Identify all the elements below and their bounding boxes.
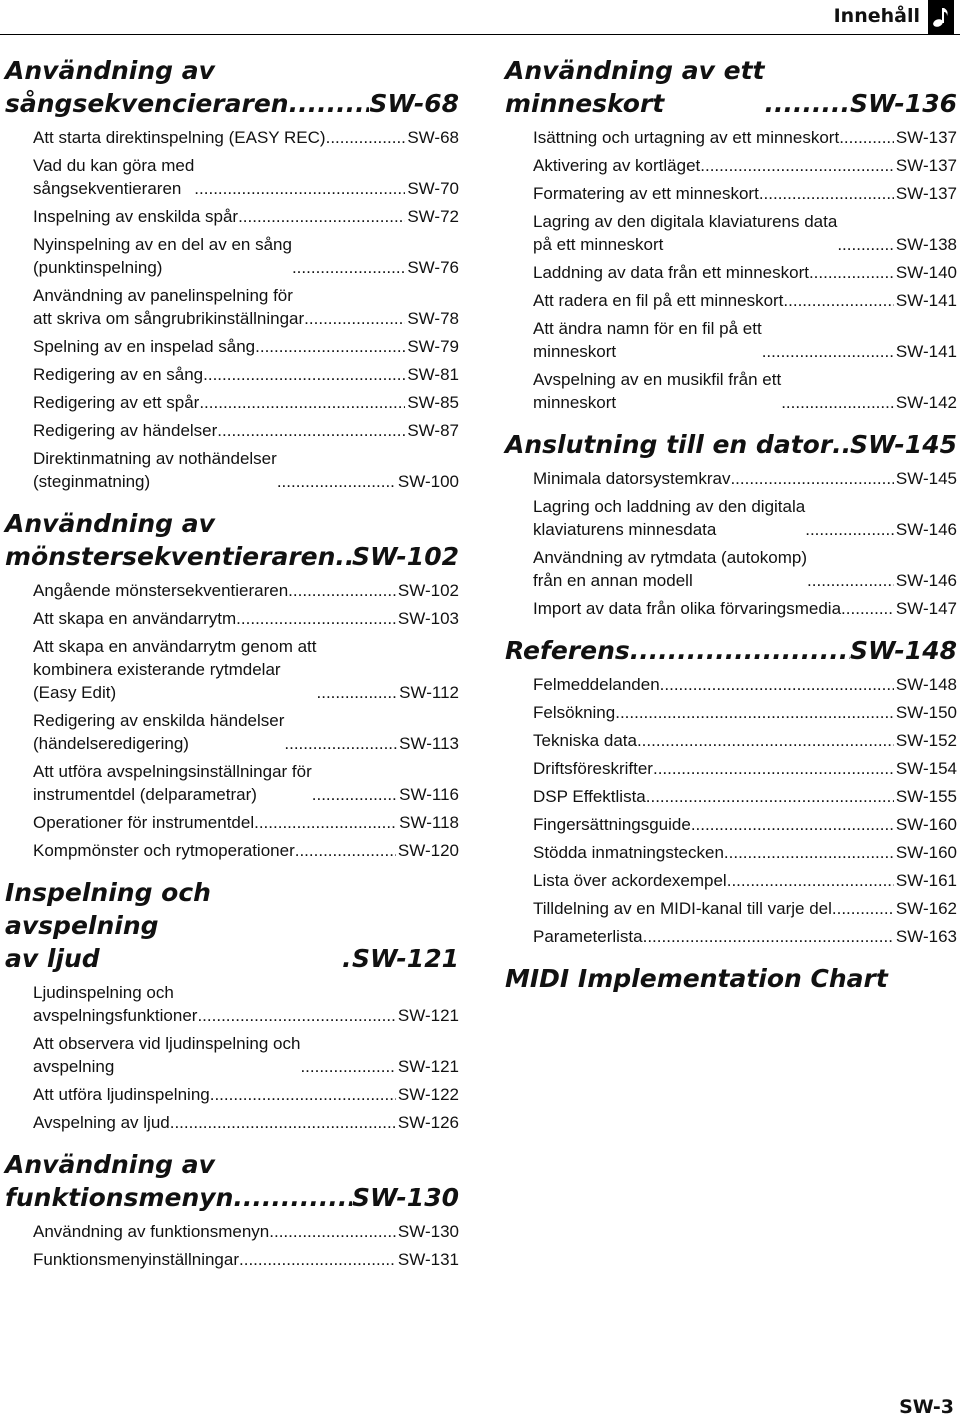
dot-leader: [210, 1083, 396, 1106]
dot-leader: [839, 126, 894, 149]
entry-page: SW-163: [895, 927, 957, 946]
dot-leader: [832, 428, 850, 461]
dot-leader: [289, 87, 370, 120]
entry-title: Import av data från olika förvaringsmedia: [533, 599, 842, 618]
toc-right-column: [505, 54, 957, 1009]
entry-page: SW-140: [895, 263, 957, 282]
entry-title: Funktionsmenyinställningar: [33, 1250, 239, 1269]
section-heading: [5, 54, 459, 120]
entry-title: Att utföra avspelningsinställningar för instrumentdel (delparametrar): [33, 762, 312, 804]
dot-leader: [783, 289, 893, 312]
entry-page: SW-160: [895, 815, 957, 834]
section-heading: [5, 876, 459, 975]
section-page: SW-121: [351, 944, 459, 973]
dot-leader: [841, 597, 894, 620]
toc-section: [505, 428, 957, 620]
entry-title: Felmeddelanden: [533, 675, 660, 694]
page-number: SW-3: [899, 1396, 954, 1418]
entry-title: Formatering av ett minneskort: [533, 184, 759, 203]
dot-leader: [199, 391, 405, 414]
toc-entry: [533, 673, 957, 696]
dot-leader: [197, 1004, 395, 1027]
dot-leader: [643, 925, 894, 948]
toc-entry: [33, 1032, 459, 1078]
toc-section: [505, 634, 957, 948]
section-heading: [505, 962, 957, 995]
entry-page: SW-81: [407, 365, 459, 384]
toc-entry: [33, 579, 459, 602]
toc-entry: [533, 785, 957, 808]
entry-title: Felsökning: [533, 703, 616, 722]
toc-entry: [533, 925, 957, 948]
toc-entry: [33, 205, 459, 228]
dot-leader: [700, 154, 894, 177]
entry-list: [533, 673, 957, 948]
entry-list: [533, 126, 957, 414]
entry-page: SW-100: [397, 472, 459, 491]
entry-title: Spelning av en inspelad sång: [33, 337, 256, 356]
toc-entry: [533, 546, 957, 592]
entry-title: Parameterlista: [533, 927, 643, 946]
section-page: SW-130: [351, 1183, 459, 1212]
section-heading: [5, 507, 459, 573]
entry-list: [33, 126, 459, 493]
dot-leader: [217, 419, 405, 442]
dot-leader: [342, 942, 352, 975]
entry-page: SW-145: [895, 469, 957, 488]
dot-leader: [194, 177, 405, 200]
dot-leader: [637, 729, 894, 752]
entry-list: [33, 579, 459, 862]
toc-entry: [533, 368, 957, 414]
entry-page: SW-121: [397, 1006, 459, 1025]
entry-title: Att observera vid ljudinspelning och avspelning: [33, 1034, 301, 1076]
entry-page: SW-150: [895, 703, 957, 722]
section-heading: [505, 428, 957, 461]
entry-title: Redigering av enskilda händelser (händelseredigering): [33, 711, 285, 753]
entry-page: SW-78: [407, 309, 459, 328]
entry-page: SW-141: [895, 291, 957, 310]
dot-leader: [304, 307, 405, 330]
entry-page: SW-137: [895, 128, 957, 147]
toc-entry: [33, 709, 459, 755]
toc-section: [5, 876, 459, 1134]
entry-title: Isättning och urtagning av ett minneskort: [533, 128, 840, 147]
toc-entry: [533, 897, 957, 920]
toc-entry: [33, 126, 459, 149]
dot-leader: [335, 540, 352, 573]
entry-page: SW-79: [407, 337, 459, 356]
entry-page: SW-70: [407, 179, 459, 198]
toc-section: [505, 54, 957, 414]
entry-page: SW-152: [895, 731, 957, 750]
entry-page: SW-72: [407, 207, 459, 226]
toc-entry: [33, 233, 459, 279]
dot-leader: [170, 1111, 396, 1134]
entry-title: Redigering av en sång: [33, 365, 204, 384]
toc-entry: [33, 635, 459, 704]
entry-title: Att skapa en användarrytm: [33, 609, 237, 628]
entry-title: Användning av funktionsmenyn: [33, 1222, 270, 1241]
entry-page: SW-141: [895, 342, 957, 361]
toc-entry: [533, 495, 957, 541]
entry-page: SW-142: [895, 393, 957, 412]
dot-leader: [238, 205, 405, 228]
entry-title: Laddning av data från ett minneskort: [533, 263, 809, 282]
dot-leader: [236, 607, 396, 630]
entry-title: Nyinspelning av en del av en sång (punktinspelning): [33, 235, 292, 277]
entry-title: Driftsföreskrifter: [533, 759, 653, 778]
dot-leader: [653, 757, 894, 780]
toc-entry: [33, 419, 459, 442]
dot-leader: [805, 518, 894, 541]
entry-title: Stödda inmatningstecken: [533, 843, 724, 862]
section-page: SW-136: [849, 89, 957, 118]
entry-title: Direktinmatning av nothändelser (steginmatning): [33, 449, 277, 491]
entry-title: Avspelning av en musikfil från ett minneskort: [533, 370, 782, 412]
entry-page: SW-113: [399, 734, 459, 753]
dot-leader: [300, 1055, 395, 1078]
dot-leader: [660, 673, 894, 696]
toc-entry: [533, 210, 957, 256]
toc-entry: [533, 467, 957, 490]
entry-page: SW-103: [397, 609, 459, 628]
toc-entry: [533, 289, 957, 312]
toc-entry: [33, 363, 459, 386]
section-title: Referens: [505, 636, 630, 665]
toc-entry: [533, 182, 957, 205]
section-page: SW-102: [351, 542, 459, 571]
dot-leader: [762, 340, 894, 363]
entry-title: Användning av panelinspelning för att skriva om sångrubrikinställningar: [33, 286, 305, 328]
dot-leader: [277, 470, 396, 493]
entry-page: SW-146: [895, 571, 957, 590]
toc-entry: [33, 760, 459, 806]
toc-entry: [33, 839, 459, 862]
toc-entry: [533, 729, 957, 752]
toc-entry: [33, 1220, 459, 1243]
page-header: [0, 0, 960, 35]
entry-title: Avspelning av ljud: [33, 1113, 170, 1132]
toc-entry: [33, 1083, 459, 1106]
entry-page: SW-146: [895, 520, 957, 539]
toc-entry: [533, 813, 957, 836]
dot-leader: [284, 732, 397, 755]
entry-page: SW-148: [895, 675, 957, 694]
entry-title: Att radera en fil på ett minneskort: [533, 291, 784, 310]
entry-page: SW-116: [399, 785, 459, 804]
entry-page: SW-160: [895, 843, 957, 862]
entry-title: Redigering av händelser: [33, 421, 218, 440]
toc-entry: [33, 154, 459, 200]
dot-leader: [646, 785, 894, 808]
toc-entry: [533, 869, 957, 892]
dot-leader: [759, 182, 894, 205]
dot-leader: [727, 869, 894, 892]
entry-title: Lagring av den digitala klaviaturens data på ett minneskort: [533, 212, 838, 254]
entry-title: Fingersättningsguide: [533, 815, 691, 834]
toc-entry: [33, 1248, 459, 1271]
toc-entry: [33, 447, 459, 493]
entry-title: Tekniska data: [533, 731, 637, 750]
entry-title: Redigering av ett spår: [33, 393, 200, 412]
section-title: Användning av funktionsmenyn: [5, 1150, 234, 1212]
section-page: SW-145: [849, 430, 957, 459]
entry-page: SW-68: [407, 128, 459, 147]
entry-title: Lista över ackordexempel: [533, 871, 727, 890]
toc-entry: [533, 154, 957, 177]
entry-title: Aktivering av kortläget: [533, 156, 701, 175]
entry-title: Ljudinspelning och avspelningsfunktioner: [33, 983, 198, 1025]
dot-leader: [295, 839, 396, 862]
entry-title: Kompmönster och rytmoperationer: [33, 841, 295, 860]
section-title: Användning av mönstersekventieraren: [5, 509, 336, 571]
toc-entry: [33, 811, 459, 834]
dot-leader: [312, 783, 397, 806]
entry-title: Inspelning av enskilda spår: [33, 207, 239, 226]
entry-title: Minimala datorsystemkrav: [533, 469, 731, 488]
toc-entry: [533, 757, 957, 780]
entry-title: Lagring och laddning av den digitala klaviaturens minnesdata: [533, 497, 806, 539]
section-page: SW-148: [849, 636, 957, 665]
section-heading: [505, 54, 957, 120]
toc-entry: [33, 981, 459, 1027]
entry-page: SW-112: [399, 683, 459, 702]
section-title: Inspelning och avspelning av ljud: [5, 878, 211, 973]
entry-page: SW-162: [895, 899, 957, 918]
music-note-icon: [928, 0, 954, 34]
toc-entry: [33, 607, 459, 630]
entry-title: Att utföra ljudinspelning: [33, 1085, 210, 1104]
entry-page: SW-85: [407, 393, 459, 412]
entry-page: SW-120: [397, 841, 459, 860]
dot-leader: [233, 1181, 352, 1214]
entry-title: Vad du kan göra med sångsekventieraren: [33, 156, 195, 198]
entry-page: SW-102: [397, 581, 459, 600]
dot-leader: [255, 335, 405, 358]
dot-leader: [781, 391, 894, 414]
entry-page: SW-147: [895, 599, 957, 618]
section-title: Användning av sångsekvencieraren: [5, 56, 289, 118]
entry-list: [33, 1220, 459, 1271]
dot-leader: [326, 126, 406, 149]
entry-page: SW-76: [407, 258, 459, 277]
section-page: SW-68: [369, 89, 459, 118]
entry-title: Att starta direktinspelning (EASY REC): [33, 128, 326, 147]
entry-page: SW-137: [895, 184, 957, 203]
section-title: MIDI Implementation Chart: [505, 964, 888, 993]
toc-entry: [533, 841, 957, 864]
entry-list: [33, 981, 459, 1134]
toc-section: [5, 1148, 459, 1271]
dot-leader: [317, 681, 398, 704]
dot-leader: [630, 634, 850, 667]
toc-entry: [533, 317, 957, 363]
toc-entry: [533, 597, 957, 620]
entry-title: Användning av rytmdata (autokomp) från en annan modell: [533, 548, 808, 590]
dot-leader: [269, 1220, 396, 1243]
section-title: Användning av ett minneskort: [505, 56, 765, 118]
entry-page: SW-155: [895, 787, 957, 806]
section-heading: [505, 634, 957, 667]
dot-leader: [691, 813, 894, 836]
entry-page: SW-130: [397, 1222, 459, 1241]
header-title: Innehåll: [833, 5, 920, 27]
toc-section: [505, 962, 957, 995]
entry-title: Angående mönstersekventieraren: [33, 581, 289, 600]
entry-page: SW-138: [895, 235, 957, 254]
toc-section: [5, 507, 459, 862]
section-title: Anslutning till en dator: [505, 430, 833, 459]
entry-title: Tilldelning av en MIDI-kanal till varje del: [533, 899, 832, 918]
entry-title: Operationer för instrumentdel: [33, 813, 255, 832]
dot-leader: [807, 569, 894, 592]
toc-entry: [33, 284, 459, 330]
entry-page: SW-122: [397, 1085, 459, 1104]
dot-leader: [837, 233, 894, 256]
entry-page: SW-118: [399, 813, 459, 832]
toc-entry: [533, 261, 957, 284]
dot-leader: [765, 87, 850, 120]
toc-entry: [33, 1111, 459, 1134]
entry-title: Att ändra namn för en fil på ett minneskort: [533, 319, 762, 361]
dot-leader: [239, 1248, 396, 1271]
section-heading: [5, 1148, 459, 1214]
entry-page: SW-131: [397, 1250, 459, 1269]
entry-page: SW-126: [397, 1113, 459, 1132]
entry-title: DSP Effektlista: [533, 787, 646, 806]
dot-leader: [724, 841, 894, 864]
toc-entry: [533, 126, 957, 149]
entry-page: SW-121: [397, 1057, 459, 1076]
toc-left-column: [5, 54, 459, 1285]
dot-leader: [292, 256, 405, 279]
toc-section: [5, 54, 459, 493]
entry-page: SW-137: [895, 156, 957, 175]
dot-leader: [730, 467, 893, 490]
dot-leader: [203, 363, 405, 386]
toc-entry: [33, 335, 459, 358]
dot-leader: [809, 261, 894, 284]
entry-page: SW-161: [895, 871, 957, 890]
entry-list: [533, 467, 957, 620]
entry-page: SW-87: [407, 421, 459, 440]
dot-leader: [288, 579, 396, 602]
toc-entry: [33, 391, 459, 414]
entry-title: Att skapa en användarrytm genom att kombinera existerande rytmdelar (Easy Edit): [33, 637, 317, 702]
entry-page: SW-154: [895, 759, 957, 778]
dot-leader: [832, 897, 894, 920]
toc-entry: [533, 701, 957, 724]
dot-leader: [615, 701, 894, 724]
dot-leader: [254, 811, 397, 834]
